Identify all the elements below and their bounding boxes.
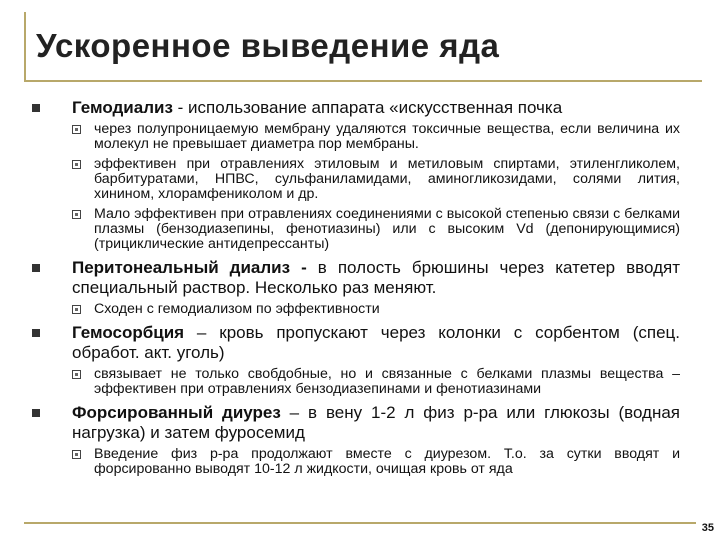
square-bullet-icon: [32, 329, 40, 337]
bullet-hemosorption: [30, 323, 680, 363]
title-area: [24, 12, 702, 82]
sub-item-text: связывает не только свобдобные, но и связанные с белками плазмы вещества – эффективен при отравлениях бензодиазепинами и фенотиазинами: [94, 366, 680, 397]
sub-item: [30, 302, 680, 317]
square-bullet-icon: [32, 409, 40, 417]
hollow-square-bullet-icon: [72, 450, 81, 459]
sub-item-text: Сходен с гемодиализом по эффективности: [94, 301, 380, 317]
footer-divider: [24, 522, 696, 524]
bullet-peritoneal-dialysis: [30, 258, 680, 298]
sub-item: [30, 122, 680, 152]
bullet-text: – в вену 1-2 л физ р-ра или глюкозы (водная нагрузка) и затем фуросемид: [72, 403, 681, 442]
sub-list: [30, 122, 680, 252]
sub-list: [30, 302, 680, 317]
sub-item: [30, 207, 680, 252]
bullet-forced-diuresis: [30, 403, 680, 443]
bullet-hemodialysis: [30, 98, 680, 118]
slide-title: Ускоренное выведение яда: [36, 27, 500, 64]
sub-item: [30, 157, 680, 202]
bullet-head: Гемодиализ: [72, 98, 173, 117]
sub-item-text: через полупроницаемую мембрану удаляются токсичные вещества, если величина их молекул не превышает диаметра пор мембраны.: [94, 121, 680, 152]
slide-content: [30, 98, 680, 483]
hollow-square-bullet-icon: [72, 370, 81, 379]
sub-item: [30, 367, 680, 397]
bullet-head: Перитонеальный диализ -: [72, 258, 307, 277]
sub-item-text: эффективен при отравлениях этиловым и метиловым спиртами, этиленгликолем, барбитуратами, НПВС, сульфаниламидами, аминогликозидами, солями лития, хинином, хлорамфениколом и др.: [94, 156, 680, 202]
square-bullet-icon: [32, 264, 40, 272]
square-bullet-icon: [32, 104, 40, 112]
sub-list: [30, 367, 680, 397]
bullet-text: в полость брюшины через катетер вводят специальный раствор. Несколько раз меняют.: [72, 258, 680, 297]
hollow-square-bullet-icon: [72, 305, 81, 314]
sub-item: [30, 447, 680, 477]
hollow-square-bullet-icon: [72, 210, 81, 219]
page-number: 35: [701, 522, 714, 534]
bullet-head: Форсированный диурез: [72, 403, 281, 422]
sub-item-text: Мало эффективен при отравлениях соединениями с высокой степенью связи с белками плазмы (бензодиазепины, фенотиазины) или с высоким Vd (депонирующимися) (трициклические антидепрессанты): [94, 206, 680, 252]
bullet-text: - использование аппарата «искусственная почка: [172, 98, 563, 117]
hollow-square-bullet-icon: [72, 160, 81, 169]
sub-list: [30, 447, 680, 477]
bullet-head: Гемосорбция: [72, 323, 185, 342]
sub-item-text: Введение физ р-ра продолжают вместе с диурезом. Т.о. за сутки вводят и форсированно выводят 10-12 л жидкости, очищая кровь от яда: [94, 446, 680, 477]
hollow-square-bullet-icon: [72, 125, 81, 134]
bullet-text: – кровь пропускают через колонки с сорбентом (спец. обработ. акт. уголь): [72, 323, 680, 362]
